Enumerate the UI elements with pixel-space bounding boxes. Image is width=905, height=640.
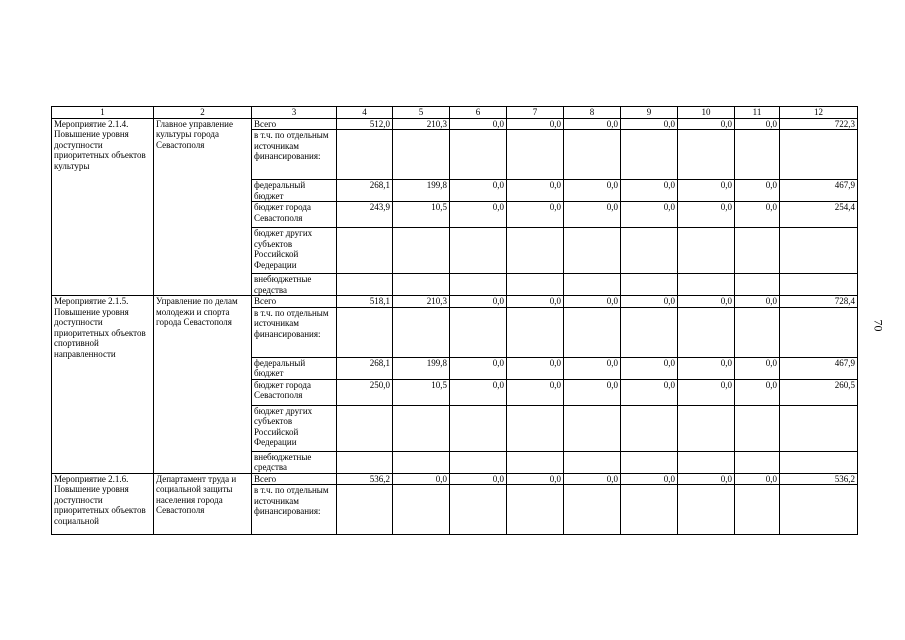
value-cell: 0,0 <box>735 296 780 308</box>
funding-source-cell: Всего <box>252 118 337 130</box>
value-cell <box>507 130 564 180</box>
value-cell <box>507 451 564 473</box>
value-cell <box>735 130 780 180</box>
column-header: 12 <box>780 107 858 119</box>
value-cell: 0,0 <box>621 379 678 405</box>
value-cell: 0,0 <box>450 202 507 228</box>
value-cell <box>735 451 780 473</box>
column-header: 10 <box>678 107 735 119</box>
activity-cell <box>52 473 154 535</box>
value-cell <box>780 130 858 180</box>
value-cell: 10,5 <box>393 202 450 228</box>
value-cell <box>393 130 450 180</box>
value-cell: 10,5 <box>393 379 450 405</box>
value-cell: 0,0 <box>564 379 621 405</box>
value-cell <box>621 307 678 357</box>
value-cell: 0,0 <box>450 296 507 308</box>
value-cell: 0,0 <box>678 379 735 405</box>
value-cell: 536,2 <box>780 473 858 485</box>
value-cell <box>450 485 507 535</box>
value-cell: 210,3 <box>393 118 450 130</box>
column-header: 2 <box>154 107 252 119</box>
value-cell: 210,3 <box>393 296 450 308</box>
activity-cell <box>52 296 154 474</box>
funding-table <box>51 106 858 535</box>
value-cell <box>393 307 450 357</box>
value-cell <box>735 485 780 535</box>
column-header: 11 <box>735 107 780 119</box>
value-cell: 0,0 <box>564 296 621 308</box>
value-cell <box>564 451 621 473</box>
value-cell <box>507 405 564 451</box>
value-cell: 0,0 <box>450 357 507 379</box>
value-cell: 0,0 <box>564 473 621 485</box>
value-cell <box>337 451 393 473</box>
value-cell <box>450 274 507 296</box>
value-cell <box>393 228 450 274</box>
value-cell <box>450 228 507 274</box>
value-cell <box>780 307 858 357</box>
value-cell <box>337 274 393 296</box>
funding-source-cell: Всего <box>252 473 337 485</box>
funding-source-cell: внебюджетные средства <box>252 451 337 473</box>
value-cell: 0,0 <box>393 473 450 485</box>
value-cell <box>564 228 621 274</box>
value-cell: 728,4 <box>780 296 858 308</box>
funding-source-cell: в т.ч. по отдельным источникам финансирования: <box>252 307 337 357</box>
value-cell: 0,0 <box>507 379 564 405</box>
value-cell <box>621 485 678 535</box>
value-cell: 0,0 <box>507 180 564 202</box>
value-cell: 467,9 <box>780 180 858 202</box>
column-header: 1 <box>52 107 154 119</box>
value-cell <box>337 485 393 535</box>
column-header: 5 <box>393 107 450 119</box>
value-cell <box>678 405 735 451</box>
value-cell: 0,0 <box>678 180 735 202</box>
value-cell <box>621 451 678 473</box>
column-header: 4 <box>337 107 393 119</box>
value-cell <box>507 228 564 274</box>
value-cell: 0,0 <box>621 296 678 308</box>
value-cell <box>507 274 564 296</box>
value-cell: 467,9 <box>780 357 858 379</box>
value-cell: 268,1 <box>337 357 393 379</box>
value-cell <box>780 274 858 296</box>
value-cell <box>393 451 450 473</box>
funding-source-cell: в т.ч. по отдельным источникам финансирования: <box>252 485 337 535</box>
funding-source-cell: внебюджетные средства <box>252 274 337 296</box>
value-cell <box>678 451 735 473</box>
value-cell: 0,0 <box>735 357 780 379</box>
value-cell <box>621 228 678 274</box>
value-cell <box>507 307 564 357</box>
value-cell <box>780 228 858 274</box>
column-header: 3 <box>252 107 337 119</box>
value-cell <box>678 130 735 180</box>
header-row <box>52 107 858 119</box>
column-header: 8 <box>564 107 621 119</box>
value-cell: 0,0 <box>450 118 507 130</box>
value-cell: 518,1 <box>337 296 393 308</box>
value-cell: 0,0 <box>621 180 678 202</box>
value-cell <box>678 228 735 274</box>
value-cell: 0,0 <box>450 180 507 202</box>
value-cell <box>564 130 621 180</box>
value-cell: 0,0 <box>735 180 780 202</box>
value-cell: 0,0 <box>678 118 735 130</box>
value-cell <box>393 274 450 296</box>
value-cell <box>564 274 621 296</box>
value-cell <box>735 228 780 274</box>
value-cell <box>678 307 735 357</box>
column-header: 9 <box>621 107 678 119</box>
value-cell <box>450 451 507 473</box>
value-cell <box>780 451 858 473</box>
value-cell: 199,8 <box>393 357 450 379</box>
value-cell <box>393 485 450 535</box>
activity-code: Мероприятие 2.1.6. <box>54 473 129 484</box>
value-cell: 0,0 <box>735 202 780 228</box>
column-header: 6 <box>450 107 507 119</box>
funding-source-cell: в т.ч. по отдельным источникам финансирования: <box>252 130 337 180</box>
value-cell <box>337 130 393 180</box>
value-cell <box>450 130 507 180</box>
value-cell: 0,0 <box>507 296 564 308</box>
value-cell: 0,0 <box>621 202 678 228</box>
value-cell <box>393 405 450 451</box>
value-cell: 0,0 <box>678 296 735 308</box>
value-cell <box>735 405 780 451</box>
activity-name: Повышение уровня доступности приоритетных объектов спортивной направленности <box>54 306 146 359</box>
value-cell: 0,0 <box>735 118 780 130</box>
column-header: 7 <box>507 107 564 119</box>
value-cell: 0,0 <box>735 473 780 485</box>
value-cell: 0,0 <box>564 202 621 228</box>
value-cell: 0,0 <box>564 357 621 379</box>
table-row <box>52 296 858 308</box>
activity-code: Мероприятие 2.1.5. <box>54 296 129 306</box>
value-cell: 0,0 <box>621 473 678 485</box>
value-cell: 0,0 <box>507 473 564 485</box>
funding-source-cell: бюджет города Севастополя <box>252 202 337 228</box>
value-cell <box>780 485 858 535</box>
value-cell: 536,2 <box>337 473 393 485</box>
value-cell: 0,0 <box>450 379 507 405</box>
executor-cell: Департамент труда и социальной защиты населения города Севастополя <box>154 473 252 535</box>
value-cell: 0,0 <box>621 357 678 379</box>
value-cell <box>678 485 735 535</box>
value-cell <box>507 485 564 535</box>
table-body <box>52 107 858 535</box>
table-row <box>52 473 858 485</box>
executor-cell: Главное управление культуры города Севастополя <box>154 118 252 296</box>
value-cell: 0,0 <box>564 180 621 202</box>
activity-name: Повышение уровня доступности приоритетных объектов культуры <box>54 129 146 171</box>
value-cell: 0,0 <box>621 118 678 130</box>
value-cell: 243,9 <box>337 202 393 228</box>
value-cell: 512,0 <box>337 118 393 130</box>
value-cell: 0,0 <box>678 357 735 379</box>
value-cell <box>621 405 678 451</box>
value-cell: 199,8 <box>393 180 450 202</box>
value-cell: 250,0 <box>337 379 393 405</box>
funding-source-cell: бюджет других субъектов Российской Федерации <box>252 405 337 451</box>
funding-source-cell: бюджет города Севастополя <box>252 379 337 405</box>
value-cell: 0,0 <box>507 357 564 379</box>
value-cell <box>780 405 858 451</box>
funding-source-cell: бюджет других субъектов Российской Федерации <box>252 228 337 274</box>
value-cell <box>564 485 621 535</box>
value-cell <box>337 405 393 451</box>
value-cell <box>564 405 621 451</box>
value-cell <box>564 307 621 357</box>
funding-source-cell: федеральный бюджет <box>252 180 337 202</box>
value-cell: 254,4 <box>780 202 858 228</box>
table-row <box>52 118 858 130</box>
value-cell <box>337 307 393 357</box>
funding-source-cell: Всего <box>252 296 337 308</box>
value-cell <box>735 274 780 296</box>
page-number: 70 <box>871 319 886 332</box>
value-cell: 268,1 <box>337 180 393 202</box>
value-cell: 0,0 <box>507 202 564 228</box>
executor-cell: Управление по делам молодежи и спорта города Севастополя <box>154 296 252 474</box>
value-cell: 0,0 <box>678 202 735 228</box>
value-cell <box>735 307 780 357</box>
value-cell <box>621 130 678 180</box>
value-cell: 722,3 <box>780 118 858 130</box>
value-cell <box>450 405 507 451</box>
value-cell: 0,0 <box>564 118 621 130</box>
value-cell <box>678 274 735 296</box>
value-cell: 0,0 <box>678 473 735 485</box>
value-cell <box>621 274 678 296</box>
value-cell: 0,0 <box>507 118 564 130</box>
activity-code: Мероприятие 2.1.4. <box>54 118 129 129</box>
value-cell <box>450 307 507 357</box>
funding-source-cell: федеральный бюджет <box>252 357 337 379</box>
value-cell: 260,5 <box>780 379 858 405</box>
value-cell: 0,0 <box>450 473 507 485</box>
activity-cell <box>52 118 154 296</box>
value-cell <box>337 228 393 274</box>
activity-name: Повышение уровня доступности приоритетных объектов социальной <box>54 484 146 526</box>
value-cell: 0,0 <box>735 379 780 405</box>
